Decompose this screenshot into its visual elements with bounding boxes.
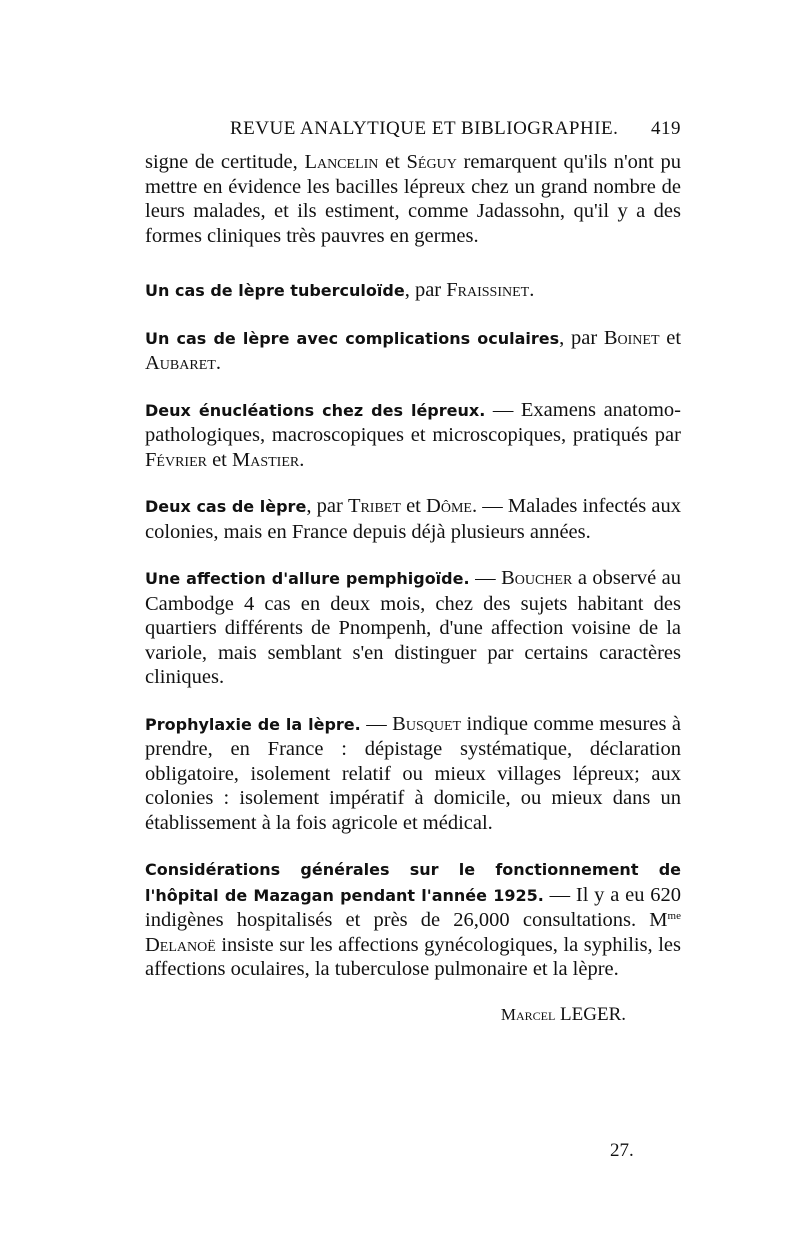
entry-text: a observé au Cambodge 4 cas en deux mois, chez des sujets habitant des quartiers différents de Pnompenh, d'une affection voisine de la variole, mais semblant s'en distinguer par certains caractères cliniques. xyxy=(145,567,682,688)
entry-author: Aubaret xyxy=(145,352,216,374)
entry-text: . xyxy=(215,352,221,374)
entry-author: Dôme xyxy=(426,495,472,517)
entry-author: Février xyxy=(145,448,207,471)
entry-text: et xyxy=(400,495,427,517)
entry-mazagan-hospital xyxy=(145,857,681,982)
author-seguy: Séguy xyxy=(406,151,457,173)
entry-two-cases xyxy=(145,494,681,544)
entry-text: indique comme mesures à prendre, en France : dépistage systématique, déclaration obligatoire, isolement relatif ou mieux villages lépreux; aux colonies : isolement impératif à domicile, ou mieux dans un établissement à la fois agricole et médical. xyxy=(145,712,681,834)
entry-author: Fraissinet xyxy=(446,279,530,301)
entry-title: Prophylaxie de la lèpre. xyxy=(145,714,361,734)
superscript: me xyxy=(667,910,681,922)
entry-text: — xyxy=(469,567,502,589)
entry-author: Boinet xyxy=(603,326,660,349)
entry-title: Un cas de lèpre avec complications oculaires xyxy=(145,328,560,348)
running-title: REVUE ANALYTIQUE ET BIBLIOGRAPHIE. xyxy=(230,118,619,139)
entry-author: Tribet xyxy=(347,495,401,517)
entry-text: — Il y a eu 620 indigènes hospitalisés et près de 26,000 consultations. M xyxy=(145,883,681,931)
entry-title: Un cas de lèpre tuberculoïde xyxy=(145,281,405,300)
entry-title: Deux énucléations chez des lépreux. xyxy=(145,400,486,420)
entry-text: . xyxy=(529,279,535,301)
entry-text: et xyxy=(659,326,682,349)
intro-text: signe de certitude, xyxy=(145,151,305,173)
entry-text: . xyxy=(299,448,305,471)
running-header xyxy=(145,118,681,146)
intro-text: remarquent qu'ils n'ont pu mettre en évidence les bacilles lépreux chez un grand nombre de leurs malades, et ils estiment, comme Jadassohn, qu'il y a des formes cliniques très pauvres en germes. xyxy=(145,151,682,247)
entry-text: , par xyxy=(559,326,604,349)
signature xyxy=(145,1004,681,1026)
entry-text: — Examens anatomo-pathologiques, macroscopiques et microscopiques, pratiqués par xyxy=(145,398,681,446)
entry-title: Deux cas de lèpre xyxy=(145,497,307,516)
entry-text: et xyxy=(206,448,232,471)
entry-text: . — Malades infectés aux colonies, mais en France depuis déjà plusieurs années. xyxy=(145,495,682,543)
entry-tuberculoid-leprosy xyxy=(145,278,681,304)
signature-last-name: LEGER. xyxy=(555,1003,626,1025)
entry-text: , par xyxy=(404,279,447,301)
entry-prophylaxis xyxy=(145,712,681,836)
entry-author: Mastier xyxy=(232,448,300,471)
entry-title: Considérations générales sur le fonctionnement de l'hôpital de Mazagan pendant l'année 1925. xyxy=(145,860,681,905)
entry-author: Boucher xyxy=(501,567,573,589)
entry-pemphigoid xyxy=(145,566,681,690)
intro-paragraph xyxy=(145,150,681,248)
intro-text: et xyxy=(378,151,407,173)
page-number: 419 xyxy=(651,118,681,139)
entry-author: Delanoë xyxy=(145,933,216,956)
entry-text: — xyxy=(360,712,393,735)
author-lancelin: Lancelin xyxy=(304,151,379,173)
signature-first-name: Marcel xyxy=(500,1004,556,1024)
entry-text: , par xyxy=(306,495,348,517)
entry-text: insiste sur les affections gynécologiques, la syphilis, les affections oculaires, la tuberculose pulmonaire et la lèpre. xyxy=(145,933,681,980)
entry-ocular-complications xyxy=(145,326,681,376)
article-body xyxy=(145,150,681,1026)
entry-title: Une affection d'allure pemphigoïde. xyxy=(145,569,470,588)
entry-enucleations xyxy=(145,398,681,473)
entry-author: Busquet xyxy=(392,712,462,735)
signature-mark: 27. xyxy=(610,1140,634,1161)
